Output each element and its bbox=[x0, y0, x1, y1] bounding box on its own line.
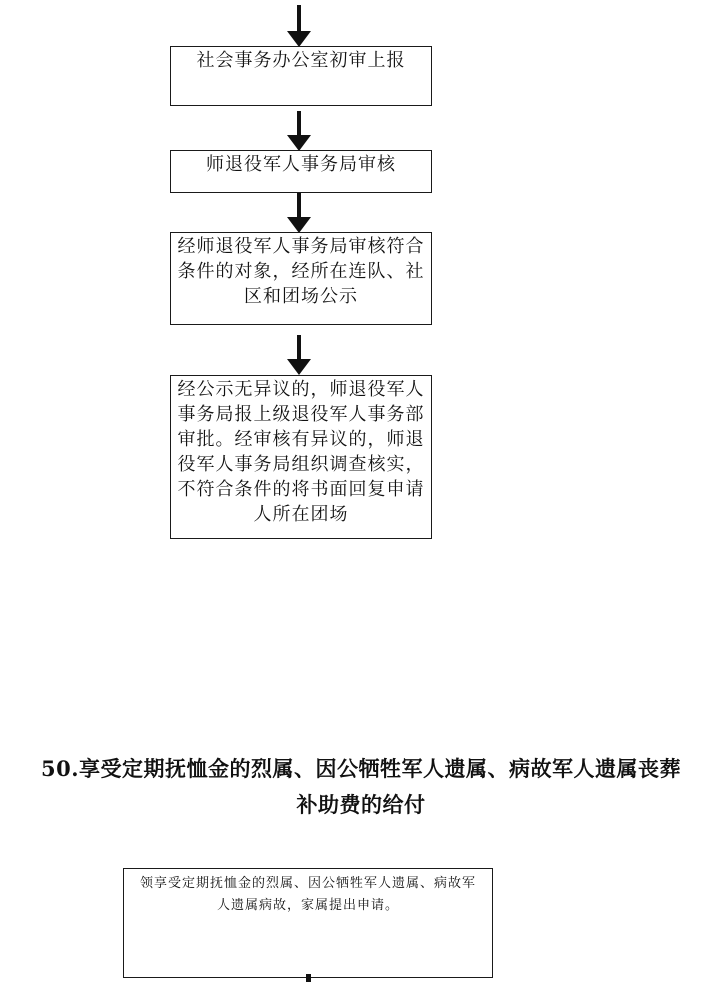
section-title-line-2: 补助费的给付 bbox=[296, 792, 426, 817]
flow-step-4-line-6: 人所在团场 bbox=[253, 504, 349, 525]
flow-step-application bbox=[123, 868, 493, 978]
flow-step-4-line-5: 不符合条件的将书面回复申请 bbox=[177, 479, 425, 500]
flow-step-3-line-1: 经师退役军人事务局审核符合 bbox=[177, 236, 425, 257]
flow-arrow-2 bbox=[287, 111, 311, 151]
flow-arrow-stub bbox=[306, 974, 311, 982]
flow-step-4-line-4: 役军人事务局组织调查核实， bbox=[177, 454, 425, 475]
flow-step-4-line-1: 经公示无异议的，师退役军人 bbox=[177, 379, 425, 400]
flow-arrow-3 bbox=[287, 193, 311, 233]
section-title-line-1: 50.享受定期抚恤金的烈属、因公牺牲军人遗属、病故军人遗属丧葬 bbox=[40, 756, 682, 781]
flow-step-2-line-1: 师退役军人事务局审核 bbox=[206, 154, 396, 175]
flow-step-3-line-2: 条件的对象，经所在连队、社 bbox=[177, 261, 425, 282]
flow-step-application-line-2: 人遗属病故，家属提出申请。 bbox=[216, 898, 399, 913]
flow-step-3-line-3: 区和团场公示 bbox=[244, 286, 358, 307]
flow-arrow-4 bbox=[287, 335, 311, 375]
flow-step-2 bbox=[170, 150, 432, 193]
flow-step-3 bbox=[170, 232, 432, 325]
flow-step-4-line-3: 审批。经审核有异议的，师退 bbox=[177, 429, 425, 450]
flow-arrow-1 bbox=[287, 5, 311, 47]
flow-step-1 bbox=[170, 46, 432, 106]
flow-step-4 bbox=[170, 375, 432, 539]
flow-step-application-line-1: 领享受定期抚恤金的烈属、因公牺牲军人遗属、病故军 bbox=[139, 876, 476, 891]
flow-step-4-line-2: 事务局报上级退役军人事务部 bbox=[177, 404, 425, 425]
flow-step-1-line-1: 社会事务办公室初审上报 bbox=[196, 50, 406, 71]
